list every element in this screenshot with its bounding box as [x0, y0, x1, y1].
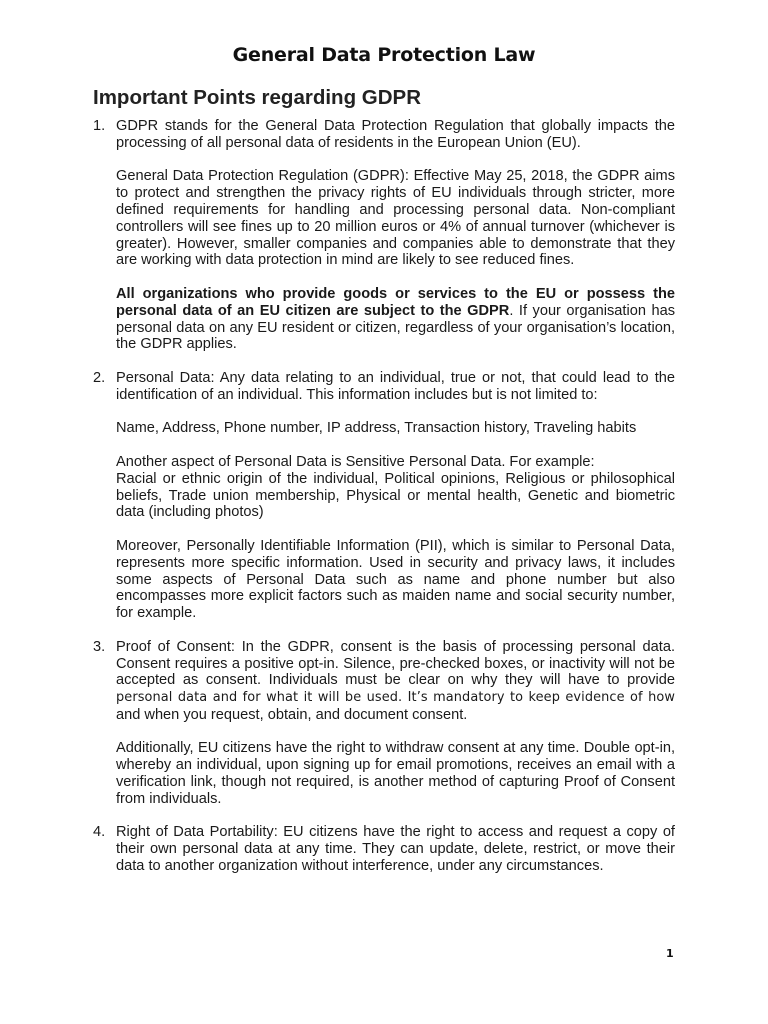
paragraph	[116, 639, 675, 724]
list-number: 2.	[93, 369, 106, 386]
paragraph: Name, Address, Phone number, IP address, Transaction history, Traveling habits	[116, 420, 637, 437]
paragraph-text: and when you request, obtain, and document consent.	[116, 706, 468, 723]
paragraph: Personal Data: Any data relating to an individual, true or not, that could lead to the identification of an individual. This information includes but is not limited to:	[116, 369, 675, 403]
list-number: 1.	[93, 118, 106, 134]
paragraph-text: Proof of Consent: In the GDPR, consent is the basis of processing personal data. Consent requires a positive opt-in. Silence, pre-checked boxes, or inactivity will not be accepted as consent. Individuals must be clear on why they will have to provide	[116, 638, 675, 689]
list-item-2	[93, 370, 675, 622]
document-title: General Data Protection Law	[232, 44, 536, 66]
paragraph-line: Racial or ethnic origin of the individual, Political opinions, Religious or philosophical beliefs, Trade union membership, Physical or mental health, Genetic and biometric data (including photos)	[116, 470, 675, 521]
section-heading: Important Points regarding GDPR	[93, 86, 422, 109]
paragraph: Right of Data Portability: EU citizens have the right to access and request a copy of their own personal data at any time. They can update, delete, restrict, or move their data to another organization without interference, under any circumstances.	[116, 824, 675, 875]
bold-statement: All organizations who provide goods or services to the EU or possess the personal data of an EU citizen are subject to the GDPR	[116, 285, 675, 319]
paragraph-line: Another aspect of Personal Data is Sensitive Personal Data. For example:	[116, 453, 595, 470]
list-item-3	[93, 639, 675, 808]
paragraph: GDPR stands for the General Data Protection Regulation that globally impacts the processing of all personal data of residents in the European Union (EU).	[116, 118, 675, 151]
paragraph	[116, 454, 675, 521]
paragraph	[116, 286, 675, 353]
list-number: 4.	[93, 824, 106, 841]
list-item-4	[93, 824, 675, 874]
paragraph: Additionally, EU citizens have the right to withdraw consent at any time. Double opt-in, whereby an individual, upon signing up for email promotions, receives an email with a verification link, though not required, is another method of capturing Proof of Consent from individuals.	[116, 740, 675, 807]
list-number: 3.	[93, 638, 106, 655]
gdpr-points-list	[93, 118, 675, 875]
list-item-1	[93, 118, 675, 353]
page-number: 1	[666, 947, 674, 960]
paragraph: General Data Protection Regulation (GDPR): Effective May 25, 2018, the GDPR aims to protect and strengthen the privacy rights of EU individuals through stricter, more defined requirements for handling and processing personal data. Non-compliant controllers will see fines up to 20 million euros or 4% of annual turnover (whichever is greater). However, smaller companies and companies able to demonstrate that they are working with data protection in mind are likely to see reduced fines.	[116, 168, 675, 269]
paragraph: Moreover, Personally Identifiable Information (PII), which is similar to Personal Data, represents more specific information. Used in security and privacy laws, it includes some aspects of Personal Data such as name and phone number but also encompasses more explicit factors such as maiden name and social security number, for example.	[116, 537, 675, 622]
paragraph-text-alt-font: personal data and for what it will be used. It’s mandatory to keep evidence of how	[116, 690, 675, 706]
paragraph-text: . If your organisation has personal data on any EU resident or citizen, regardless of your organisation’s location, the GDPR applies.	[116, 302, 675, 353]
